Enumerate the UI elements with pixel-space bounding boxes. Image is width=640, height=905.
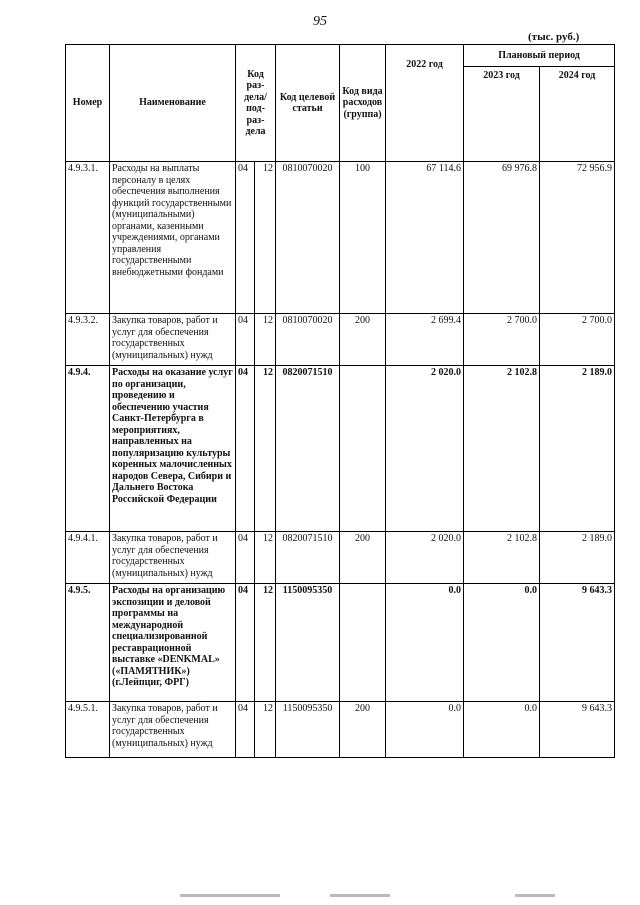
row-value-2024: 2 700.0 (540, 314, 615, 366)
row-number: 4.9.5.1. (66, 702, 110, 758)
row-expense-type (340, 584, 386, 702)
row-target: 0820071510 (276, 532, 340, 584)
row-section: 04 (236, 532, 255, 584)
header-target: Код целевой статьи (276, 45, 340, 162)
row-subsection: 12 (255, 584, 276, 702)
header-name: Наименование (110, 45, 236, 162)
table-row (66, 162, 615, 314)
header-planned-period: Плановый период (464, 45, 615, 67)
header-2023: 2023 год (464, 67, 540, 162)
row-section: 04 (236, 314, 255, 366)
header-section: Код раз-дела/ под-раз-дела (236, 45, 276, 162)
row-expense-type (340, 366, 386, 532)
row-target: 0810070020 (276, 162, 340, 314)
row-number: 4.9.4. (66, 366, 110, 532)
row-value-2024: 2 189.0 (540, 366, 615, 532)
row-value-2022: 2 699.4 (386, 314, 464, 366)
row-value-2022: 0.0 (386, 584, 464, 702)
row-value-2024: 9 643.3 (540, 584, 615, 702)
row-name: Закупка товаров, работ и услуг для обеспечения государственных (муниципальных) нужд (110, 702, 236, 758)
table-row (66, 532, 615, 584)
table-row (66, 366, 615, 532)
page-number: 95 (313, 14, 327, 29)
table-row (66, 314, 615, 366)
row-expense-type: 200 (340, 532, 386, 584)
scan-artifact (330, 894, 390, 897)
budget-table (65, 44, 615, 758)
row-section: 04 (236, 366, 255, 532)
row-value-2024: 9 643.3 (540, 702, 615, 758)
row-section: 04 (236, 584, 255, 702)
row-value-2024: 72 956.9 (540, 162, 615, 314)
row-section: 04 (236, 702, 255, 758)
row-expense-type: 200 (340, 702, 386, 758)
row-expense-type: 200 (340, 314, 386, 366)
row-value-2022: 2 020.0 (386, 532, 464, 584)
row-value-2023: 0.0 (464, 702, 540, 758)
table-row (66, 702, 615, 758)
units-label: (тыс. руб.) (528, 31, 580, 43)
header-2024: 2024 год (540, 67, 615, 162)
row-target: 0820071510 (276, 366, 340, 532)
row-value-2023: 2 700.0 (464, 314, 540, 366)
row-section: 04 (236, 162, 255, 314)
header-expense-type: Код вида расходов (группа) (340, 45, 386, 162)
row-name: Закупка товаров, работ и услуг для обеспечения государственных (муниципальных) нужд (110, 314, 236, 366)
row-value-2024: 2 189.0 (540, 532, 615, 584)
row-name: Расходы на выплаты персоналу в целях обеспечения выполнения функций государственными (муниципальными) органами, казенными учреждениями, органами управления государственными внебюджетными фондами (110, 162, 236, 314)
row-subsection: 12 (255, 162, 276, 314)
row-number: 4.9.3.2. (66, 314, 110, 366)
scan-artifact (180, 894, 280, 897)
table-row (66, 584, 615, 702)
row-name: Расходы на организацию экспозиции и деловой программы на международной специализированной реставрационной выставке «DENKMAL» («ПАМЯТНИК») (г.Лейпциг, ФРГ) (110, 584, 236, 702)
row-number: 4.9.5. (66, 584, 110, 702)
scan-artifact (515, 894, 555, 897)
row-name: Закупка товаров, работ и услуг для обеспечения государственных (муниципальных) нужд (110, 532, 236, 584)
row-subsection: 12 (255, 702, 276, 758)
header-2022: 2022 год (386, 45, 464, 162)
row-target: 0810070020 (276, 314, 340, 366)
header-number: Номер (66, 45, 110, 162)
row-value-2023: 2 102.8 (464, 366, 540, 532)
row-value-2022: 0.0 (386, 702, 464, 758)
row-value-2022: 2 020.0 (386, 366, 464, 532)
row-value-2023: 69 976.8 (464, 162, 540, 314)
row-number: 4.9.4.1. (66, 532, 110, 584)
row-target: 1150095350 (276, 702, 340, 758)
row-target: 1150095350 (276, 584, 340, 702)
row-subsection: 12 (255, 314, 276, 366)
row-subsection: 12 (255, 366, 276, 532)
row-name: Расходы на оказание услуг по организации, проведению и обеспечению участия Санкт-Петербурга в мероприятиях, направленных на популяризацию культуры коренных малочисленных народов Севера, Сибири и Дальнего Востока Российской Федерации (110, 366, 236, 532)
row-number: 4.9.3.1. (66, 162, 110, 314)
row-value-2023: 2 102.8 (464, 532, 540, 584)
row-value-2022: 67 114.6 (386, 162, 464, 314)
row-expense-type: 100 (340, 162, 386, 314)
row-value-2023: 0.0 (464, 584, 540, 702)
row-subsection: 12 (255, 532, 276, 584)
